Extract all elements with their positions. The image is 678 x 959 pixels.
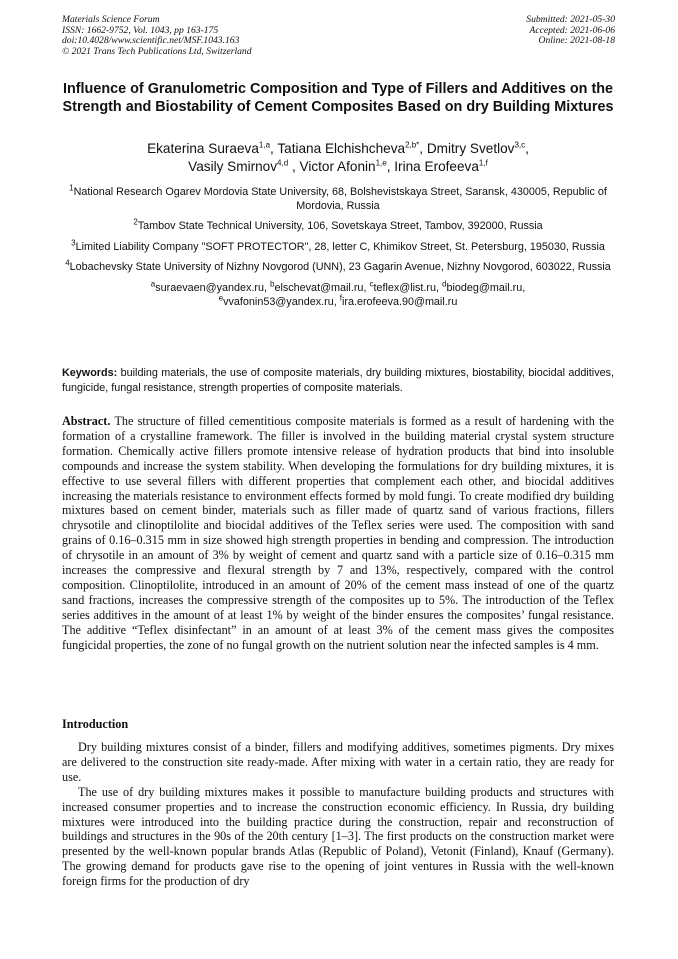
email: $^c$teflex@list.ru,	[369, 279, 442, 294]
abstract-label: Abstract.	[62, 414, 111, 428]
affiliation: $^3$Limited Liability Company "SOFT PROTECTOR", 28, letter C, Khimikov Street, St. Petersburg, 195030, Russia	[71, 238, 605, 253]
affiliation: $^4$Lobachevsky State University of Nizhny Novgorod (UNN), 23 Gagarin Avenue, Nizhny Novgorod, 603022, Russia	[65, 258, 611, 274]
author-list	[62, 140, 614, 176]
abstract-text: The structure of filled cementitious composite materials is formed as a result of hardening with the formation of a crystalline framework. The filler is involved in the building material crystal system structure formation. Chemically active fillers promote intensive release of hydration products that bind into insoluble compounds and increase the system stability. When developing the formulations for dry building mixtures, it is effective to use several fillers with different properties that complement each other, and biocidal additives increasing the materials resistance to environment effects formed by mold fungi. To create modified dry building mixtures based on cement binder, materials such as filler made of quartz sand of various fractions, fillers chrysotile and clinoptilolite and biocidal additives of the Teflex series were used. The composition with sand grains of 0.16–0.315 mm in size showed high strength properties in bending and compression. The introduction of chrysotile in an amount of 3% by weight of cement and quartz sand with a particle size of 0.16–0.315 mm increases the compressive and flexural strength by 7 and 13%, respectively, compared with the control composition. Clinoptilolite, introduced in an amount of 20% of the cement mass instead of one of the quartz sand fractions, increases the compressive strength of the composites up to 5%. The introduction of the Teflex series additives in the amount of at least 1% by weight of the binder ensures the composites’ fungal resistance. The additive “Teflex disinfectant” in an amount of at least 3% of the cement mass gives the composites fungicidal properties, the zone of no fungal growth on the nutrient solution near the infected samples is 4 mm.	[62, 414, 614, 652]
journal-copyright: © 2021 Trans Tech Publications Ltd, Switzerland	[62, 45, 252, 57]
email: $^a$suraevaen@yandex.ru,	[150, 279, 270, 294]
intro-paragraph: Dry building mixtures consist of a binder, fillers and modifying additives, sometimes pigments. Dry mixes are delivered to the construction site ready-made. After mixing with water in a certain ratio, they are ready for use.	[62, 740, 614, 784]
email: $^d$biodeg@mail.ru,	[442, 279, 526, 294]
paper-title: Influence of Granulometric Composition and Type of Fillers and Additives on the Strength and Biostability of Cement Composites Based on dry Building Mixtures	[62, 81, 614, 115]
author: Dmitry Svetlov$^{3,c}$,	[426, 140, 529, 156]
email: $^e$vvafonin53@yandex.ru,	[218, 292, 340, 308]
journal-issn: ISSN: 1662-9752, Vol. 1043, pp 163-175	[62, 24, 219, 36]
introduction-heading: Introduction	[62, 717, 129, 731]
author: Victor Afonin$^{1,e}$,	[299, 158, 395, 174]
keywords-section	[62, 366, 614, 395]
online-date: Online: 2021-08-18	[538, 35, 615, 47]
affiliation-list	[62, 183, 614, 309]
author: Vasily Smirnov$^{4,d}$ ,	[188, 158, 300, 174]
journal-header	[62, 15, 252, 57]
intro-paragraph: The use of dry building mixtures makes it possible to manufacture building products and structures with increased consumer properties and to increase the construction economic efficiency. In Russia, dry building mixtures were introduced into the building practice during the construction, repair and reconstruction of buildings and structures in the 90s of the 20th century [1–3]. The first products on the construction market were presented by the well-known popular brands Atlas (Republic of Poland), Vetonit (Finland), Knauf (Germany). The growing demand for products gave rise to the opening of joint ventures in Russia with the well-known foreign firms for the production of dry	[62, 784, 614, 889]
journal-name: Materials Science Forum	[62, 14, 160, 25]
email: $^b$elschevat@mail.ru,	[270, 279, 370, 294]
author: Irina Erofeeva$^{1,f}$	[394, 158, 488, 174]
introduction-body	[62, 740, 614, 889]
publication-dates	[526, 15, 615, 47]
affiliation: $^2$Tambov State Technical University, 106, Sovetskaya Street, Tambov, 392000, Russia	[133, 217, 543, 233]
accepted-date: Accepted: 2021-06-06	[529, 24, 615, 36]
keywords-text: building materials, the use of composite materials, dry building mixtures, biostability, biocidal additives, fungicide, fungal resistance, strength properties of composite materials.	[62, 367, 615, 394]
keywords-label: Keywords:	[62, 367, 118, 379]
journal-doi: doi:10.4028/www.scientific.net/MSF.1043.163	[62, 35, 240, 47]
email-list	[62, 279, 614, 309]
submitted-date: Submitted: 2021-05-30	[526, 14, 615, 25]
affiliation: $^1$National Research Ogarev Mordovia State University, 68, Bolshevistskaya Street, Saransk, 430005, Republic of Mordovia, Russia	[69, 183, 607, 212]
author: Tatiana Elchishcheva$^{2,b*}$,	[277, 140, 427, 156]
email: $^f$ira.erofeeva.90@mail.ru	[339, 292, 458, 308]
abstract-section	[62, 414, 614, 653]
author: Ekaterina Suraeva$^{1,a}$,	[147, 140, 278, 156]
